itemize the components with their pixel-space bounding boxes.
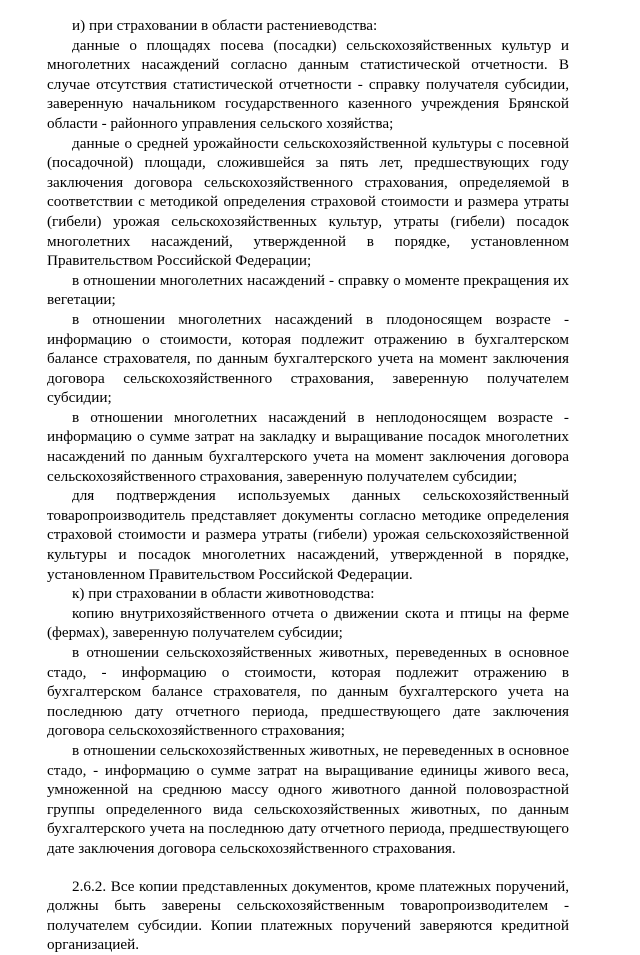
paragraph-livestock-report: копию внутрихозяйственного отчета о движении скота и птицы на ферме (фермах), заверенную получателем субсидии; (47, 604, 569, 642)
paragraph-confirmation-documents: для подтверждения используемых данных сельскохозяйственный товаропроизводитель представляет документы согласно методике определения страховой стоимости и размера утраты (гибели) урожая сельскохозяйственной культуры и посадок многолетних насаждений, утвержденной в порядке, установленном Правительством Российской Федерации. (47, 487, 569, 583)
paragraph-average-yield: данные о средней урожайности сельскохозяйственной культуры с посевной (посадочной) площади, сложившейся за пять лет, предшествующих году заключения договора сельскохозяйственного страхования, определяемой в соответствии с методикой определения страховой стоимости и размера утраты (гибели) урожая сельскохозяйственных культур, утраты (гибели) посадок многолетних насаждений, утвержденной в порядке, установленном Правительством Российской Федерации; (47, 134, 569, 270)
paragraph-main-herd: в отношении сельскохозяйственных животных, переведенных в основное стадо, - информацию о стоимости, которая подлежит отражению в бухгалтерском балансе страхователя, по данным бухгалтерского учета на последнюю дату отчетного периода, предшествующего дате заключения договора сельскохозяйственного страхования; (47, 644, 569, 740)
paragraph-k-heading: к) при страховании в области животноводства: (72, 585, 375, 603)
paragraph-fruiting-plantations: в отношении многолетних насаждений в плодоносящем возрасте - информацию о стоимости, которая подлежит отражению в бухгалтерском балансе страхователя, по данным бухгалтерского учета на момент заключения договора сельскохозяйственного страхования, заверенную получателем субсидии; (47, 310, 569, 407)
paragraph-nonfruiting-plantations: в отношении многолетних насаждений в неплодоносящем возрасте - информацию о сумме затрат на закладку и выращивание посадок многолетних насаждений по данным бухгалтерского учета на момент заключения договора сельскохозяйственного страхования, заверенную получателем субсидии; (47, 408, 569, 485)
paragraph-vegetation-certificate: в отношении многолетних насаждений - справку о моменте прекращения их вегетации; (47, 271, 569, 309)
document-page (47, 16, 569, 955)
paragraph-crop-areas: данные о площадях посева (посадки) сельскохозяйственных культур и многолетних насаждений согласно данным статистической отчетности. В случае отсутствия статистической отчетности - справку получателя субсидии, заверенную начальником государственного казенного учреждения Брянской области - районного управления сельского хозяйства; (47, 36, 569, 132)
paragraph-non-main-herd: в отношении сельскохозяйственных животных, не переведенных в основное стадо, - информацию о сумме затрат на выращивание единицы живого веса, умноженной на среднюю массу одного животного данной половозрастной группы определенного вида сельскохозяйственных животных, по данным бухгалтерского учета на последнюю дату отчетного периода, предшествующего дате заключения договора сельскохозяйственного страхования. (47, 741, 569, 857)
section-2-6-2: 2.6.2. Все копии представленных документов, кроме платежных поручений, должны быть заверены сельскохозяйственным товаропроизводителем - получателем субсидии. Копии платежных поручений заверяются кредитной организацией. (47, 877, 569, 954)
paragraph-i-heading: и) при страховании в области растениеводства: (72, 17, 378, 34)
